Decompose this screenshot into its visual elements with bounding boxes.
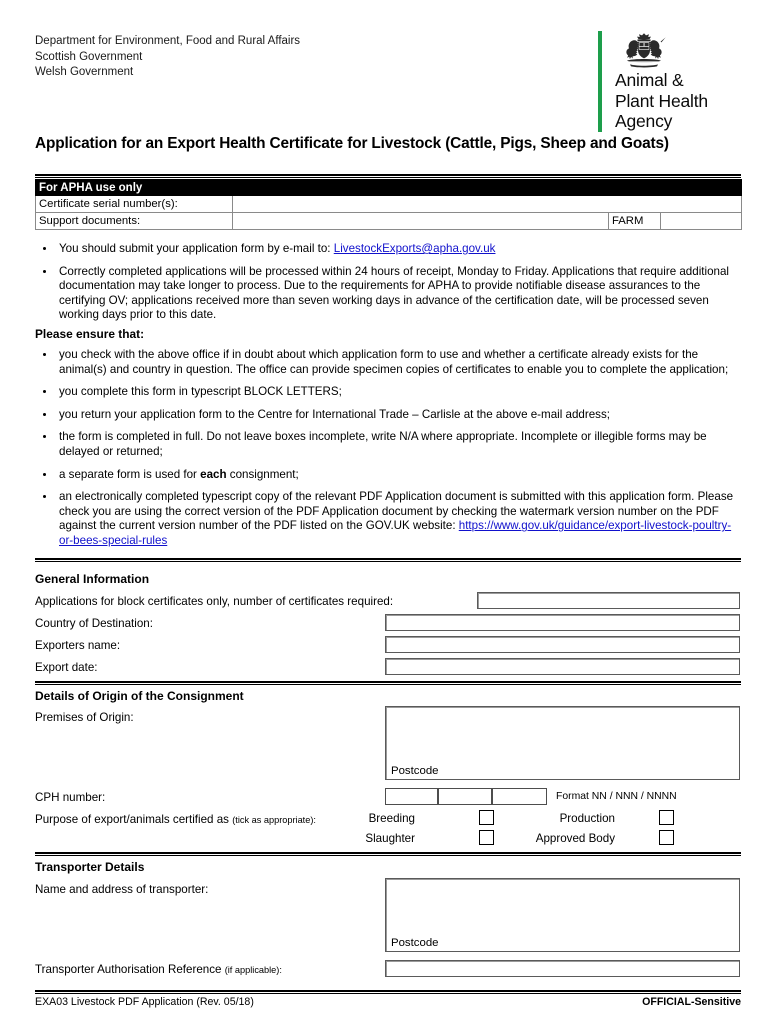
certificate-serial-label: Certificate serial number(s): — [36, 196, 233, 213]
department-names — [35, 34, 300, 81]
support-documents-label: Support documents: — [36, 213, 233, 230]
apha-logo-text — [615, 70, 708, 132]
country-of-destination-label: Country of Destination: — [35, 617, 153, 630]
footer-classification: OFFICIAL-Sensitive — [642, 996, 741, 1008]
production-checkbox[interactable] — [659, 810, 674, 825]
export-date-label: Export date: — [35, 661, 98, 674]
general-information-divider — [35, 558, 741, 562]
general-information-heading: General Information — [35, 572, 150, 586]
livestock-exports-email-link[interactable]: LivestockExports@apha.gov.uk — [333, 242, 496, 255]
authorisation-label-note: (if applicable): — [224, 965, 282, 975]
bullet-text: an electronically completed typescript copy of the relevant PDF Application document is submitted with this application form. Please check you are using the correct version of the PDF Application document by checking the watermark version number on the PDF against the current version number of the PDF listed on the GOV.UK website: — [59, 490, 734, 533]
production-label: Production — [559, 812, 615, 825]
farm-tag-label: FARM — [609, 213, 661, 230]
authorisation-label-main: Transporter Authorisation Reference — [35, 963, 222, 976]
list-item — [35, 490, 745, 548]
exporters-name-label: Exporters name: — [35, 639, 121, 652]
transporter-authorisation-label — [35, 963, 282, 976]
cph-part-1-input[interactable] — [385, 788, 438, 805]
export-date-input[interactable] — [385, 658, 740, 675]
table-row — [36, 196, 742, 213]
transporter-details-divider — [35, 852, 741, 856]
royal-coat-of-arms-icon — [616, 32, 672, 68]
department-line: Scottish Government — [35, 50, 143, 63]
list-item — [35, 408, 745, 423]
list-item — [35, 385, 745, 400]
purpose-label-note: (tick as appropriate): — [232, 815, 316, 825]
farm-tag-input[interactable] — [661, 213, 742, 230]
bullet-text: You should submit your application form by e-mail to: — [59, 242, 334, 255]
block-certificates-input[interactable] — [477, 592, 740, 609]
transporter-details-heading: Transporter Details — [35, 860, 145, 874]
footer-divider — [35, 990, 741, 994]
support-documents-input[interactable] — [233, 213, 609, 230]
intro-bullet-list — [35, 242, 741, 323]
list-item — [35, 430, 745, 459]
apha-logo-line: Agency — [615, 111, 673, 131]
bullet-emphasis: each — [200, 467, 227, 481]
gov-uk-guidance-link[interactable]: https://www.gov.uk/guidance/export-livestock-poultry-or-bees-special-rules — [59, 519, 732, 547]
cph-number-label: CPH number: — [35, 791, 106, 804]
bullet-text-tail: consignment; — [226, 467, 299, 481]
postcode-label: Postcode — [391, 765, 439, 777]
certificate-serial-input[interactable] — [233, 196, 742, 213]
apha-use-only-table — [35, 179, 742, 230]
department-line: Department for Environment, Food and Rural Affairs — [35, 35, 301, 47]
list-item — [35, 348, 745, 377]
list-item — [35, 265, 741, 323]
table-row — [36, 213, 742, 230]
transporter-name-address-label: Name and address of transporter: — [35, 883, 209, 896]
cph-part-3-input[interactable] — [492, 788, 547, 805]
bullet-text: you return your application form to the Centre for International Trade – Carlisle at the above e-mail address; — [59, 407, 610, 421]
purpose-of-export-label — [35, 813, 316, 826]
country-of-destination-input[interactable] — [385, 614, 740, 631]
bullet-text: you complete this form in typescript BLOCK LETTERS; — [59, 385, 342, 399]
title-divider — [35, 174, 741, 178]
apha-logo-line: Plant Health — [615, 90, 708, 111]
masthead — [35, 30, 735, 135]
slaughter-label: Slaughter — [365, 832, 415, 845]
apha-logo-line: Animal & — [615, 70, 684, 90]
brand-accent-bar — [598, 31, 602, 132]
approved-body-checkbox[interactable] — [659, 830, 674, 845]
bullet-text: Correctly completed applications will be processed within 24 hours of receipt, Monday to Friday. Applications that require additional documentation may take longer to process. Due to the requirements for APHA to provide notifiable disease assurances to the certifying OV; applications received more than seven working days in advance of the certification date, will be processed seven working days prior to this date. — [59, 264, 729, 322]
transporter-authorisation-input[interactable] — [385, 960, 740, 977]
purpose-label-main: Purpose of export/animals certified as — [35, 813, 229, 826]
table-row — [36, 180, 742, 196]
transporter-name-address-input[interactable] — [385, 878, 740, 952]
breeding-label: Breeding — [368, 812, 415, 825]
origin-details-heading: Details of Origin of the Consignment — [35, 689, 244, 703]
department-line: Welsh Government — [35, 66, 134, 78]
premises-of-origin-label: Premises of Origin: — [35, 711, 134, 724]
bullet-text: you check with the above office if in doubt about which application form to use and whether a certificate already exists for the animal(s) and country in question. The office can provide specimen copies of certificates to enable you to complete the application; — [59, 348, 729, 376]
apha-table-header: For APHA use only — [36, 180, 742, 196]
page-title: Application for an Export Health Certificate for Livestock (Cattle, Pigs, Sheep and Goats) — [35, 135, 669, 152]
approved-body-label: Approved Body — [535, 832, 615, 845]
premises-of-origin-input[interactable] — [385, 706, 740, 780]
origin-details-divider — [35, 681, 741, 685]
ensure-heading: Please ensure that: — [35, 327, 145, 341]
exporters-name-input[interactable] — [385, 636, 740, 653]
postcode-label: Postcode — [391, 937, 439, 949]
ensure-bullet-list — [35, 348, 745, 549]
list-item — [35, 242, 741, 257]
block-certificates-label: Applications for block certificates only, number of certificates required: — [35, 595, 394, 608]
cph-part-2-input[interactable] — [438, 788, 492, 805]
bullet-text: the form is completed in full. Do not leave boxes incomplete, write N/A where appropriate. Incomplete or illegible forms may be delayed or returned; — [59, 430, 707, 458]
apha-logo — [598, 30, 735, 133]
list-item — [35, 468, 745, 483]
bullet-text: a separate form is used for — [59, 467, 201, 481]
cph-format-note: Format NN / NNN / NNNN — [556, 791, 677, 802]
footer-document-reference: EXA03 Livestock PDF Application (Rev. 05/18) — [35, 996, 254, 1008]
